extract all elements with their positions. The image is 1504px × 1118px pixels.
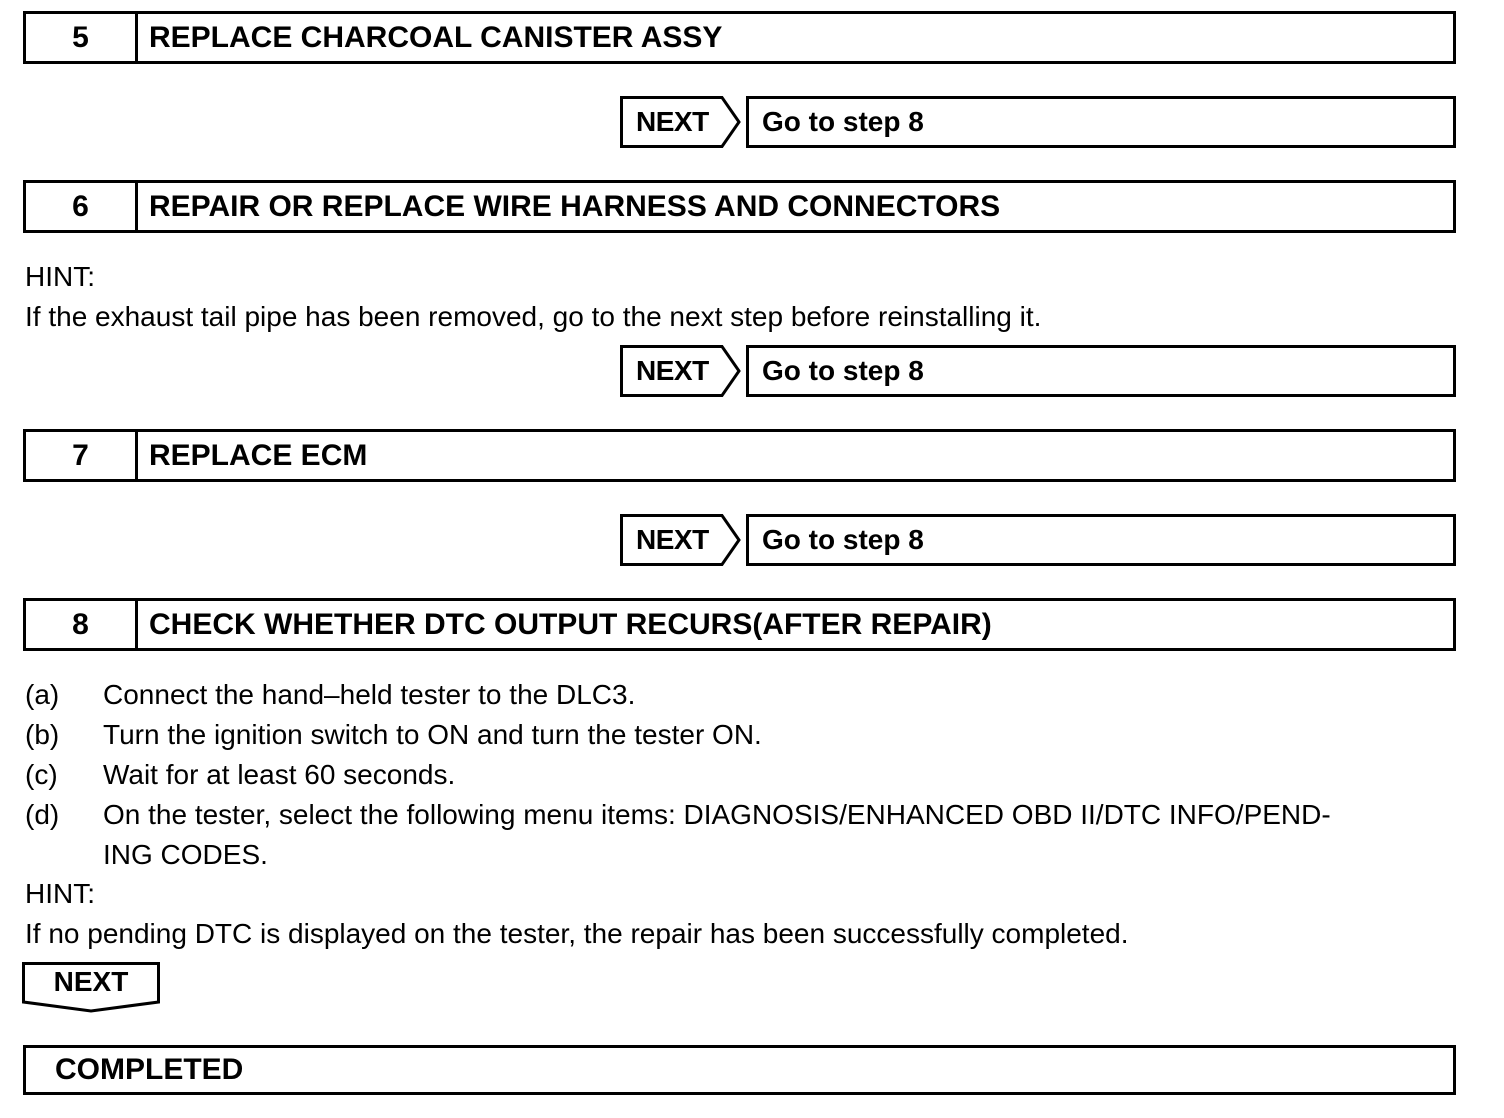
- step-number: 8: [26, 601, 138, 648]
- completed-box: COMPLETED: [23, 1045, 1456, 1095]
- list-marker: (c): [25, 759, 58, 790]
- step-number: 6: [26, 183, 138, 230]
- list-text: Turn the ignition switch to ON and turn the tester ON.: [103, 719, 762, 750]
- step-title: REPAIR OR REPLACE WIRE HARNESS AND CONNECTORS: [149, 189, 1001, 223]
- step-number: 7: [26, 432, 138, 479]
- hint-text: If the exhaust tail pipe has been removed, go to the next step before reinstalling it.: [25, 301, 1042, 332]
- hint-label: HINT:: [25, 878, 95, 909]
- list-marker: (a): [25, 679, 60, 710]
- next-label: NEXT: [53, 966, 129, 997]
- list-text: Connect the hand–held tester to the DLC3.: [103, 679, 636, 710]
- step-6-header: [23, 180, 1456, 233]
- list-marker: (d): [25, 799, 60, 830]
- step-number: 5: [26, 14, 138, 61]
- hint-label: HINT:: [25, 261, 95, 292]
- list-text: Wait for at least 60 seconds.: [103, 759, 456, 790]
- step-title: CHECK WHETHER DTC OUTPUT RECURS(AFTER REPAIR): [149, 607, 992, 641]
- next-label: NEXT: [636, 524, 709, 555]
- next-arrow-step-5[interactable]: [620, 96, 741, 148]
- step-5-header: [23, 11, 1456, 64]
- next-label: NEXT: [636, 106, 709, 137]
- goto-step-5: Go to step 8: [746, 96, 1456, 148]
- step-7-header: [23, 429, 1456, 482]
- next-down-arrow[interactable]: [22, 962, 162, 1014]
- list-text-continuation: ING CODES.: [103, 839, 268, 870]
- next-label: NEXT: [636, 355, 709, 386]
- list-marker: (b): [25, 719, 60, 750]
- step-8-header: [23, 598, 1456, 651]
- next-arrow-step-7[interactable]: [620, 514, 741, 566]
- next-arrow-step-6[interactable]: [620, 345, 741, 397]
- goto-step-7: Go to step 8: [746, 514, 1456, 566]
- step-title: REPLACE CHARCOAL CANISTER ASSY: [149, 20, 723, 54]
- step-title: REPLACE ECM: [149, 438, 368, 472]
- list-text: On the tester, select the following menu items: DIAGNOSIS/ENHANCED OBD II/DTC INFO/PEND-: [103, 799, 1331, 830]
- goto-step-6: Go to step 8: [746, 345, 1456, 397]
- hint-text: If no pending DTC is displayed on the tester, the repair has been successfully completed.: [25, 918, 1129, 949]
